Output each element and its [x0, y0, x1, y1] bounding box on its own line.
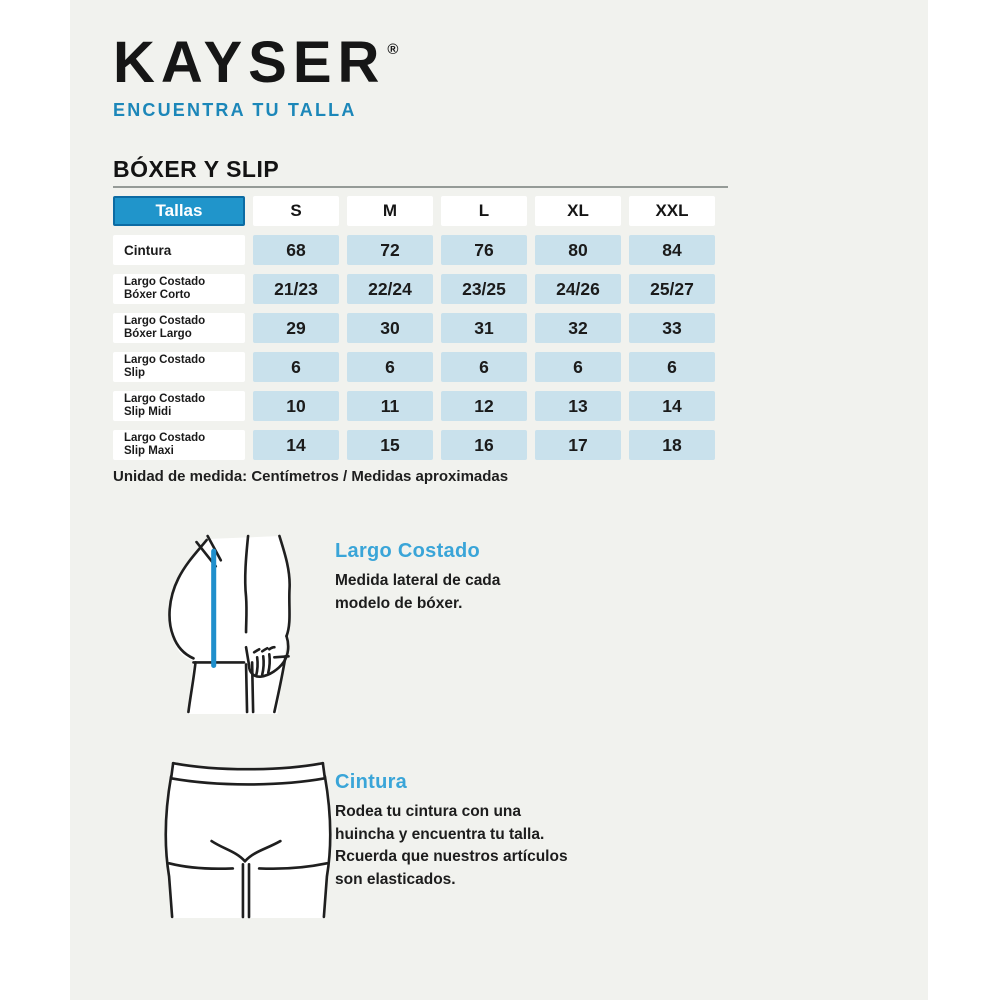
table-cell: 6	[535, 352, 621, 382]
table-header-tallas: Tallas	[113, 196, 245, 226]
table-cell: 12	[441, 391, 527, 421]
boxer-front-view-icon	[161, 750, 335, 920]
row-label-cintura: Cintura	[113, 235, 245, 265]
table-cell: 22/24	[347, 274, 433, 304]
table-header-size-l: L	[441, 196, 527, 226]
side-view-boxer-measure-icon	[156, 534, 326, 716]
table-cell: 10	[253, 391, 339, 421]
table-cell: 31	[441, 313, 527, 343]
table-cell: 72	[347, 235, 433, 265]
table-header-size-xl: XL	[535, 196, 621, 226]
table-cell: 68	[253, 235, 339, 265]
table-cell: 29	[253, 313, 339, 343]
table-cell: 6	[347, 352, 433, 382]
guide-largo-costado	[335, 540, 615, 615]
table-cell: 6	[629, 352, 715, 382]
table-header-size-s: S	[253, 196, 339, 226]
table-cell: 24/26	[535, 274, 621, 304]
table-cell: 13	[535, 391, 621, 421]
table-cell: 11	[347, 391, 433, 421]
guide-description-line: son elasticados.	[335, 870, 456, 888]
size-table	[113, 196, 715, 460]
table-cell: 80	[535, 235, 621, 265]
unit-note: Unidad de medida: Centímetros / Medidas aproximadas	[113, 468, 509, 485]
table-cell: 23/25	[441, 274, 527, 304]
table-cell: 14	[253, 430, 339, 460]
table-header-size-m: M	[347, 196, 433, 226]
brand-tagline: ENCUENTRA TU TALLA	[113, 100, 357, 120]
table-cell: 6	[253, 352, 339, 382]
guide-description-line: Rcuerda que nuestros artículos	[335, 848, 568, 865]
table-cell: 16	[441, 430, 527, 460]
table-cell: 14	[629, 391, 715, 421]
guide-title: Largo Costado	[335, 540, 481, 562]
row-label-slip-midi: Largo Costado Slip Midi	[113, 391, 245, 421]
guide-description-line: Medida lateral de cada	[335, 572, 501, 589]
title-divider	[113, 186, 728, 188]
table-cell: 25/27	[629, 274, 715, 304]
table-cell: 32	[535, 313, 621, 343]
kayser-logo: KAYSER	[113, 30, 386, 95]
registered-mark: ®	[387, 41, 399, 58]
table-header-size-xxl: XXL	[629, 196, 715, 226]
table-cell: 76	[441, 235, 527, 265]
guide-description-line: modelo de bóxer.	[335, 594, 463, 612]
table-cell: 17	[535, 430, 621, 460]
table-cell: 33	[629, 313, 715, 343]
guide-description-line: Rodea tu cintura con una	[335, 803, 522, 820]
table-cell: 21/23	[253, 274, 339, 304]
row-label-slip: Largo Costado Slip	[113, 352, 245, 382]
row-label-boxer-largo: Largo Costado Bóxer Largo	[113, 313, 245, 343]
guide-description-line: huincha y encuentra tu talla.	[335, 825, 545, 843]
table-cell: 6	[441, 352, 527, 382]
guide-title: Cintura	[335, 771, 408, 793]
table-cell: 84	[629, 235, 715, 265]
row-label-boxer-corto: Largo Costado Bóxer Corto	[113, 274, 245, 304]
guide-cintura	[335, 771, 615, 891]
table-cell: 30	[347, 313, 433, 343]
table-cell: 15	[347, 430, 433, 460]
size-guide-panel	[70, 0, 928, 1000]
brand-header	[113, 30, 399, 95]
section-title: BÓXER Y SLIP	[113, 156, 280, 182]
table-cell: 18	[629, 430, 715, 460]
row-label-slip-maxi: Largo Costado Slip Maxi	[113, 430, 245, 460]
